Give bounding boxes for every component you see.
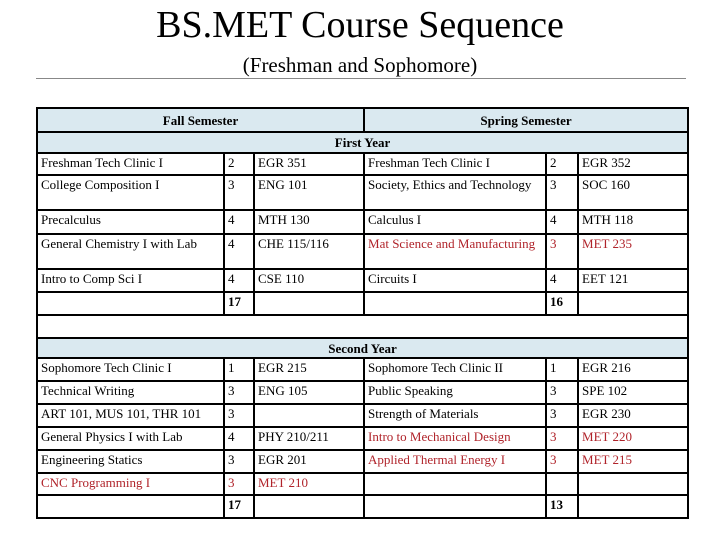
spring-course-code: MET 235 — [578, 234, 688, 269]
spring-course-code: MET 220 — [578, 427, 688, 450]
spring-course-code: EGR 230 — [578, 404, 688, 427]
spring-course-name: Intro to Mechanical Design — [364, 427, 546, 450]
totals-row — [37, 495, 688, 518]
spring-course-code: SOC 160 — [578, 175, 688, 210]
spring-total-credits: 16 — [546, 292, 578, 315]
course-sequence-table — [36, 107, 689, 519]
fall-course-code: EGR 351 — [254, 153, 364, 175]
fall-credits: 3 — [224, 450, 254, 473]
spring-course-name: Public Speaking — [364, 381, 546, 404]
spring-credits: 3 — [546, 175, 578, 210]
spring-course-code: EET 121 — [578, 269, 688, 292]
fall-course-name: Intro to Comp Sci I — [37, 269, 224, 292]
spring-credits: 1 — [546, 358, 578, 381]
spring-course-name: Mat Science and Manufacturing — [364, 234, 546, 269]
spring-course-name: Calculus I — [364, 210, 546, 234]
page-title: BS.MET Course Sequence — [156, 4, 564, 46]
fall-course-code: CSE 110 — [254, 269, 364, 292]
empty-cell — [37, 292, 224, 315]
fall-course-code: PHY 210/211 — [254, 427, 364, 450]
fall-course-code: EGR 215 — [254, 358, 364, 381]
spring-course-code: MET 215 — [578, 450, 688, 473]
table-row — [37, 210, 688, 234]
page-subtitle: (Freshman and Sophomore) — [242, 53, 478, 77]
spring-course-name: Society, Ethics and Technology — [364, 175, 546, 210]
empty-cell — [578, 495, 688, 518]
fall-credits: 3 — [224, 175, 254, 210]
spring-course-code: EGR 216 — [578, 358, 688, 381]
table-row — [37, 381, 688, 404]
semester-header-row — [37, 108, 688, 132]
empty-cell — [254, 495, 364, 518]
fall-course-name: Precalculus — [37, 210, 224, 234]
fall-course-code: EGR 201 — [254, 450, 364, 473]
empty-cell — [37, 495, 224, 518]
spring-course-code: EGR 352 — [578, 153, 688, 175]
spring-total-credits: 13 — [546, 495, 578, 518]
fall-course-code: MET 210 — [254, 473, 364, 495]
year-header-row — [37, 132, 688, 153]
spring-credits: 3 — [546, 427, 578, 450]
fall-credits: 4 — [224, 427, 254, 450]
spring-course-name: Strength of Materials — [364, 404, 546, 427]
spring-course-name: Circuits I — [364, 269, 546, 292]
fall-course-name: General Physics I with Lab — [37, 427, 224, 450]
fall-course-code: CHE 115/116 — [254, 234, 364, 269]
year-label: First Year — [37, 132, 688, 153]
spring-credits: 4 — [546, 210, 578, 234]
spring-credits: 4 — [546, 269, 578, 292]
fall-course-name: Freshman Tech Clinic I — [37, 153, 224, 175]
fall-credits: 3 — [224, 404, 254, 427]
table-row — [37, 358, 688, 381]
fall-credits: 3 — [224, 381, 254, 404]
spring-course-name: Applied Thermal Energy I — [364, 450, 546, 473]
fall-credits: 1 — [224, 358, 254, 381]
empty-cell — [364, 495, 546, 518]
table-row — [37, 234, 688, 269]
spring-semester-header: Spring Semester — [364, 108, 688, 132]
fall-course-name: Technical Writing — [37, 381, 224, 404]
fall-credits: 4 — [224, 234, 254, 269]
table-row — [37, 404, 688, 427]
fall-credits: 3 — [224, 473, 254, 495]
spacer-cell — [37, 315, 688, 338]
fall-course-name: ART 101, MUS 101, THR 101 — [37, 404, 224, 427]
spring-credits: 3 — [546, 234, 578, 269]
spring-credits: 3 — [546, 450, 578, 473]
spring-course-code: MTH 118 — [578, 210, 688, 234]
spring-course-name: Freshman Tech Clinic I — [364, 153, 546, 175]
empty-cell — [364, 292, 546, 315]
fall-credits: 4 — [224, 269, 254, 292]
table-row — [37, 175, 688, 210]
fall-course-name: Sophomore Tech Clinic I — [37, 358, 224, 381]
fall-total-credits: 17 — [224, 292, 254, 315]
spring-course-name: Sophomore Tech Clinic II — [364, 358, 546, 381]
fall-course-code: ENG 105 — [254, 381, 364, 404]
spring-credits: 3 — [546, 381, 578, 404]
spring-credits: 2 — [546, 153, 578, 175]
empty-cell — [254, 292, 364, 315]
table-row — [37, 269, 688, 292]
year-header-row — [37, 338, 688, 358]
empty-cell — [578, 292, 688, 315]
spacer-row — [37, 315, 688, 338]
fall-course-name: College Composition I — [37, 175, 224, 210]
fall-course-code: MTH 130 — [254, 210, 364, 234]
fall-credits: 2 — [224, 153, 254, 175]
year-label: Second Year — [37, 338, 688, 358]
totals-row — [37, 292, 688, 315]
spring-credits: 3 — [546, 404, 578, 427]
fall-credits: 4 — [224, 210, 254, 234]
spring-credits — [546, 473, 578, 495]
divider — [36, 78, 686, 79]
fall-course-code: ENG 101 — [254, 175, 364, 210]
spring-course-code — [578, 473, 688, 495]
table-row — [37, 427, 688, 450]
spring-course-code: SPE 102 — [578, 381, 688, 404]
spring-course-name — [364, 473, 546, 495]
fall-course-name: CNC Programming I — [37, 473, 224, 495]
fall-semester-header: Fall Semester — [37, 108, 364, 132]
fall-total-credits: 17 — [224, 495, 254, 518]
fall-course-name: Engineering Statics — [37, 450, 224, 473]
fall-course-code — [254, 404, 364, 427]
fall-course-name: General Chemistry I with Lab — [37, 234, 224, 269]
table-row — [37, 473, 688, 495]
table-row — [37, 450, 688, 473]
table-row — [37, 153, 688, 175]
